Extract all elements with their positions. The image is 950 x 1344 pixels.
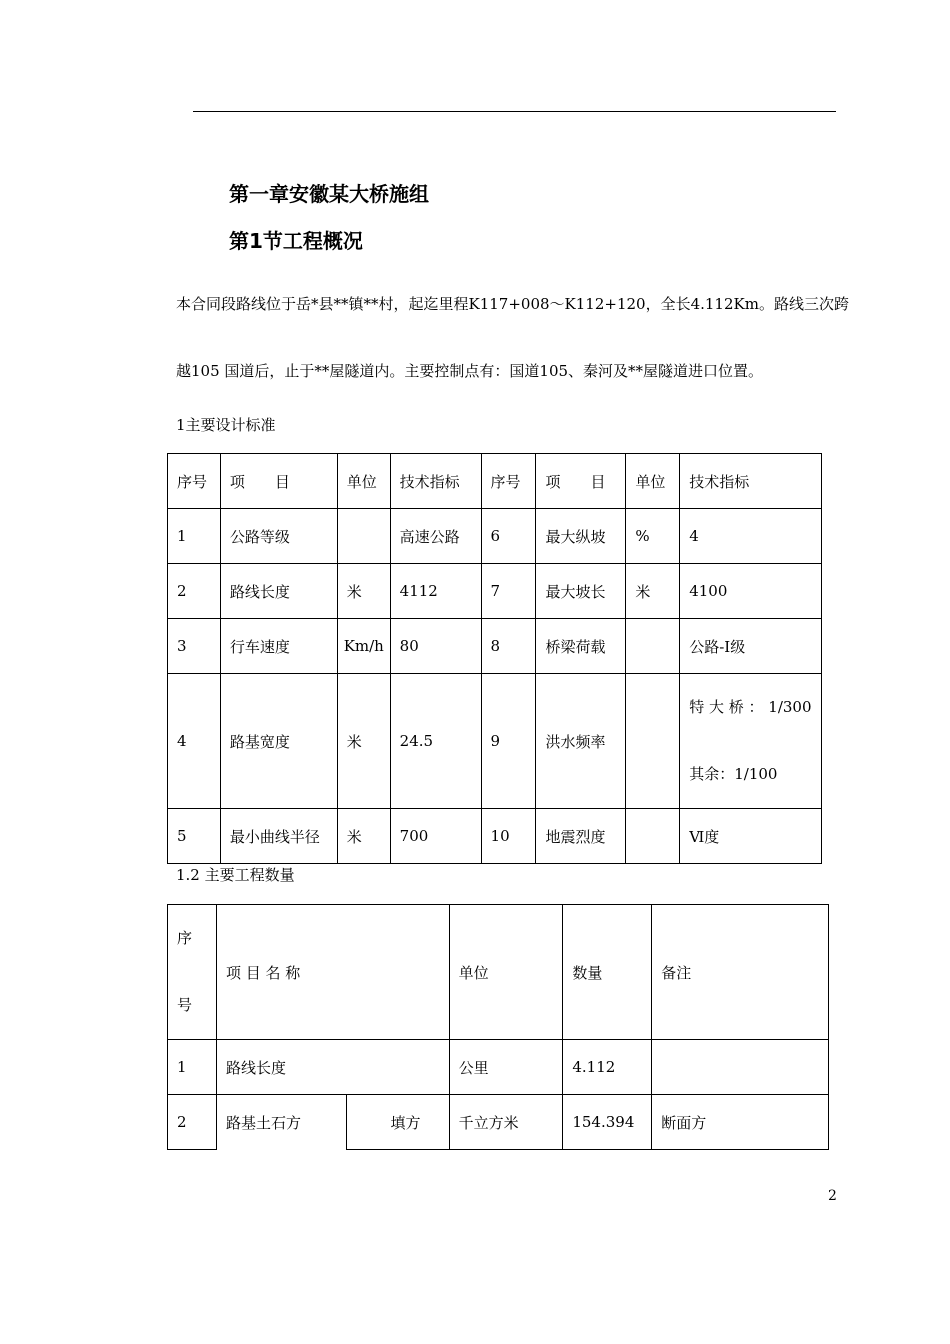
cell: 24.5 xyxy=(390,674,481,809)
cell: 4100 xyxy=(680,564,822,619)
cell: 700 xyxy=(390,809,481,864)
table-row xyxy=(168,509,822,564)
cell: 最小曲线半径 xyxy=(220,809,337,864)
header-no-bottom: 号 xyxy=(177,996,193,1014)
cell: 154.394 xyxy=(563,1095,652,1150)
cell: 填方 xyxy=(346,1095,449,1150)
cell: 6 xyxy=(481,509,536,564)
flood-frequency-other: 其余：1/100 xyxy=(689,765,778,783)
cell: 4 xyxy=(680,509,822,564)
cell: 路线长度 xyxy=(216,1040,449,1095)
cell: 路线长度 xyxy=(220,564,337,619)
cell: 公路等级 xyxy=(220,509,337,564)
cell: 桥梁荷载 xyxy=(536,619,626,674)
cell: Km/h xyxy=(337,619,390,674)
cell: 1 xyxy=(168,1040,217,1095)
table-row xyxy=(168,1095,829,1150)
cell: 最大纵坡 xyxy=(536,509,626,564)
cell: 行车速度 xyxy=(220,619,337,674)
cell xyxy=(652,1040,829,1095)
cell xyxy=(337,509,390,564)
header-rule xyxy=(193,111,836,112)
cell: 米 xyxy=(337,674,390,809)
section-title: 第1节工程概况 xyxy=(229,229,363,253)
cell: 7 xyxy=(481,564,536,619)
header-cell-name: 项 目 名 称 xyxy=(216,905,449,1040)
cell: 洪水频率 xyxy=(536,674,626,809)
cell: 4.112 xyxy=(563,1040,652,1095)
intro-line-1: 本合同段路线位于岳*县**镇**村，起迄里程K117+008～K112+120，全长4.112Km。路线三次跨 xyxy=(176,295,849,313)
cell: 公里 xyxy=(449,1040,563,1095)
header-cell: 技术指标 xyxy=(680,454,822,509)
table-row xyxy=(168,619,822,674)
header-cell: 单位 xyxy=(626,454,680,509)
header-cell-unit: 单位 xyxy=(449,905,563,1040)
cell: 断面方 xyxy=(652,1095,829,1150)
cell: 1 xyxy=(168,509,221,564)
design-standards-table xyxy=(167,453,822,864)
quantities-title: 1.2 主要工程数量 xyxy=(176,866,295,884)
cell xyxy=(626,674,680,809)
flood-frequency-main: 特 大 桥 ： 1/300 xyxy=(689,698,812,716)
header-cell: 项 目 xyxy=(536,454,626,509)
table-header-row xyxy=(168,454,822,509)
cell: 米 xyxy=(337,564,390,619)
table-row xyxy=(168,1040,829,1095)
cell: 4112 xyxy=(390,564,481,619)
cell: 高速公路 xyxy=(390,509,481,564)
table-row xyxy=(168,674,822,809)
header-cell: 序号 xyxy=(168,454,221,509)
intro-line-2: 越105 国道后，止于**屋隧道内。主要控制点有：国道105、秦河及**屋隧道进口位置。 xyxy=(176,362,764,380)
flood-frequency-cell xyxy=(680,674,822,809)
chapter-title: 第一章安徽某大桥施组 xyxy=(229,182,429,206)
table-row xyxy=(168,564,822,619)
table-header-row xyxy=(168,905,829,1040)
header-cell: 技术指标 xyxy=(390,454,481,509)
cell: 最大坡长 xyxy=(536,564,626,619)
cell: 米 xyxy=(337,809,390,864)
header-cell-no xyxy=(168,905,217,1040)
cell: 80 xyxy=(390,619,481,674)
header-cell: 单位 xyxy=(337,454,390,509)
header-cell-qty: 数量 xyxy=(563,905,652,1040)
header-no-top: 序 xyxy=(177,929,193,947)
header-cell: 项 目 xyxy=(220,454,337,509)
cell: 4 xyxy=(168,674,221,809)
cell: 3 xyxy=(168,619,221,674)
cell: 2 xyxy=(168,1095,217,1150)
cell xyxy=(626,809,680,864)
cell: 5 xyxy=(168,809,221,864)
header-cell: 序号 xyxy=(481,454,536,509)
table-row xyxy=(168,809,822,864)
cell: 路基宽度 xyxy=(220,674,337,809)
cell: 米 xyxy=(626,564,680,619)
cell: Ⅵ度 xyxy=(680,809,822,864)
design-standards-title: 1主要设计标准 xyxy=(176,416,276,434)
cell: % xyxy=(626,509,680,564)
quantities-table xyxy=(167,904,829,1150)
cell: 10 xyxy=(481,809,536,864)
cell: 路基土石方 xyxy=(216,1095,346,1150)
cell: 2 xyxy=(168,564,221,619)
cell: 千立方米 xyxy=(449,1095,563,1150)
header-cell-note: 备注 xyxy=(652,905,829,1040)
cell: 地震烈度 xyxy=(536,809,626,864)
cell xyxy=(626,619,680,674)
page-number: 2 xyxy=(828,1188,837,1204)
cell: 9 xyxy=(481,674,536,809)
cell: 8 xyxy=(481,619,536,674)
cell: 公路-I级 xyxy=(680,619,822,674)
